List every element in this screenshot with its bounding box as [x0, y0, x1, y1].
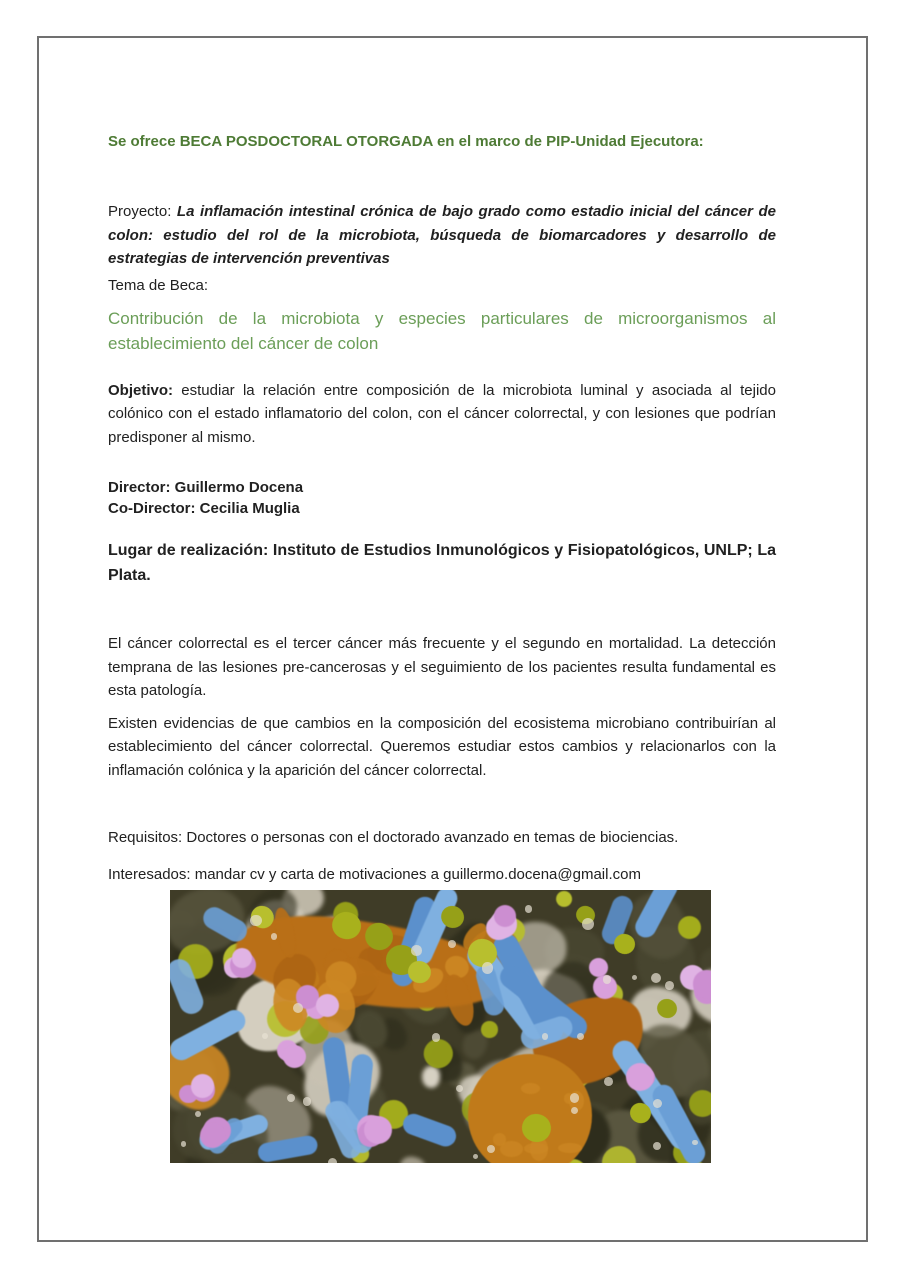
codirector-line: Co-Director: Cecilia Muglia: [108, 500, 300, 517]
interesados-line: Interesados: mandar cv y carta de motivaciones a guillermo.docena@gmail.com: [108, 866, 641, 883]
project-paragraph: [108, 200, 776, 271]
directors-block: [108, 477, 776, 519]
tema-label: Tema de Beca:: [108, 276, 209, 294]
paragraph-evidence: Existen evidencias de que cambios en la composición del ecosistema microbiano contribuirían al establecimiento del cáncer colorrectal. Queremos estudiar estos cambios y relacionarlos con la inflamación colónica y la aparición del cáncer colorrectal.: [108, 714, 776, 779]
location-line: Lugar de realización: Instituto de Estudios Inmunológicos y Fisiopatológicos, UNLP; La Plata.: [108, 542, 776, 584]
requisitos-line: Requisitos: Doctores o personas con el doctorado avanzado en temas de biociencias.: [108, 829, 679, 846]
posting-header: Se ofrece BECA POSDOCTORAL OTORGADA en el marco de PIP-Unidad Ejecutora:: [108, 133, 704, 150]
paragraph-cancer-stats: El cáncer colorrectal es el tercer cáncer más frecuente y el segundo en mortalidad. La detección temprana de las lesiones pre-cancerosas y el seguimiento de los pacientes resulta fundamental es esta patología.: [108, 635, 776, 699]
project-label: Proyecto:: [108, 203, 177, 220]
objetivo-paragraph: [108, 379, 776, 450]
tema-title: Contribución de la microbiota y especies particulares de microorganismos al establecimiento del cáncer de colon: [108, 308, 776, 353]
objetivo-text: estudiar la relación entre composición de la microbiota luminal y asociada al tejido colónico con el estado inflamatorio del colon, con el cáncer colorrectal, y con lesiones que podrían predisponer al mismo.: [108, 381, 776, 446]
microbiota-image: [170, 890, 711, 1163]
director-line: Director: Guillermo Docena: [108, 479, 304, 496]
project-title: La inflamación intestinal crónica de bajo grado como estadio inicial del cáncer de colon: estudio del rol de la microbiota, búsqueda de biomarcadores y desarrollo de estrategias de intervención preventivas: [108, 203, 777, 267]
objetivo-label: Objetivo:: [108, 381, 174, 399]
page-content: [108, 36, 776, 1163]
